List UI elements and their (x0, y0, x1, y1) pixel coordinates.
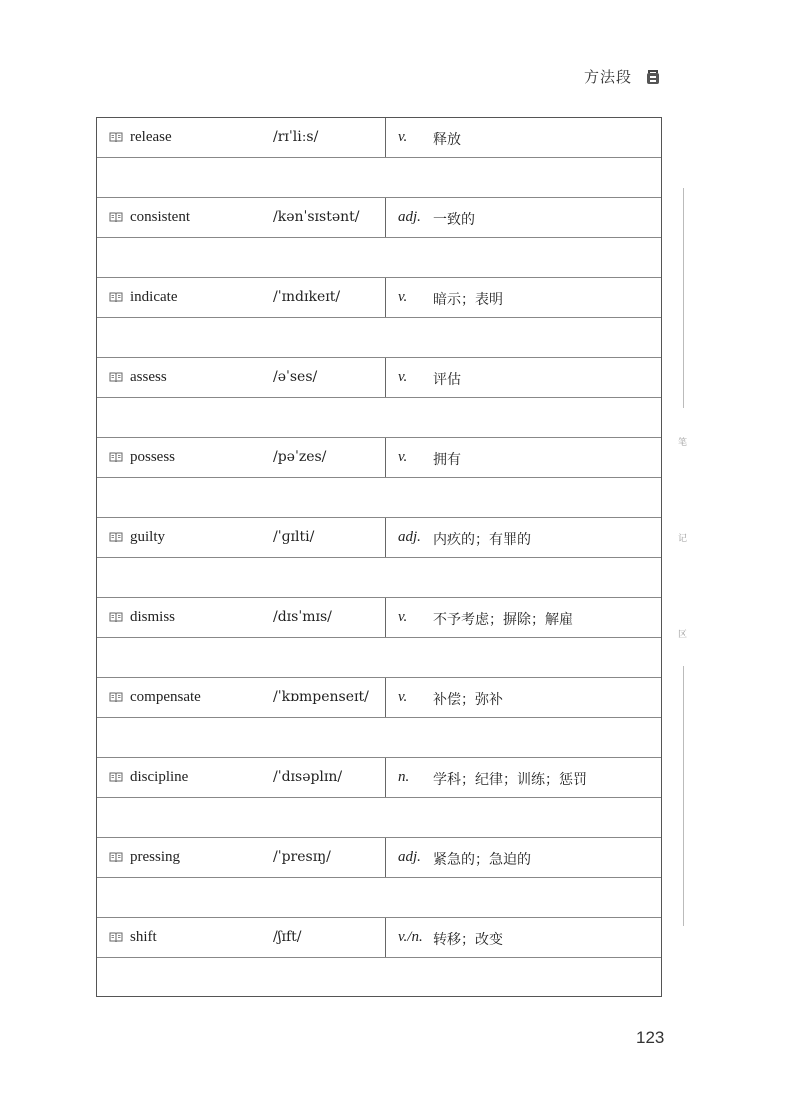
vocab-part-of-speech: v. (398, 609, 408, 625)
vocab-ipa: /pəˈzes/ (273, 449, 327, 465)
vocab-word: discipline (130, 769, 189, 785)
column-divider (385, 438, 386, 477)
vocab-part-of-speech: adj. (398, 849, 421, 865)
column-divider (385, 118, 386, 157)
note-row (97, 958, 661, 996)
vocab-meaning: 转移；改变 (433, 932, 503, 948)
vocab-row (97, 358, 661, 398)
vocab-word: possess (130, 449, 176, 465)
column-divider (385, 358, 386, 397)
book-icon (109, 852, 123, 863)
vocab-row (97, 518, 661, 558)
page-number: 123 (636, 1028, 665, 1047)
vocab-row (97, 918, 661, 958)
book-icon (109, 292, 123, 303)
vocab-meaning: 释放 (433, 132, 461, 148)
vocab-word: shift (130, 929, 157, 945)
column-divider (385, 518, 386, 557)
vocab-row (97, 598, 661, 638)
book-icon (109, 932, 123, 943)
column-divider (385, 198, 386, 237)
column-divider (385, 838, 386, 877)
vocab-part-of-speech: v. (398, 689, 408, 705)
vocab-row (97, 198, 661, 238)
vocab-word: consistent (130, 209, 190, 225)
note-row (97, 238, 661, 278)
vocab-ipa: /ˈɡɪlti/ (273, 529, 315, 545)
vocab-meaning: 拥有 (433, 452, 461, 468)
vocab-row (97, 278, 661, 318)
note-row (97, 158, 661, 198)
book-icon (109, 372, 123, 383)
column-divider (385, 918, 386, 957)
book-icon (109, 212, 123, 223)
book-icon (109, 692, 123, 703)
vocab-meaning: 不予考虑；摒除；解雇 (433, 612, 573, 628)
book-icon (109, 452, 123, 463)
book-icon (109, 772, 123, 783)
column-divider (385, 758, 386, 797)
vocab-word: assess (130, 369, 167, 385)
column-divider (385, 278, 386, 317)
vocab-meaning: 内疚的；有罪的 (433, 532, 531, 548)
vocab-part-of-speech: v./n. (398, 929, 423, 945)
vocab-ipa: /rɪˈliːs/ (273, 129, 319, 145)
note-row (97, 798, 661, 838)
vocab-ipa: /dɪsˈmɪs/ (273, 609, 332, 625)
note-row (97, 318, 661, 358)
vocab-part-of-speech: adj. (398, 209, 421, 225)
vocab-row (97, 438, 661, 478)
note-row (97, 398, 661, 438)
notes-margin-line-bottom (683, 666, 684, 926)
notes-margin-line-top (683, 188, 684, 408)
vocab-part-of-speech: v. (398, 289, 408, 305)
book-icon (109, 532, 123, 543)
vocab-ipa: /ʃɪft/ (273, 929, 302, 945)
vocab-row (97, 118, 661, 158)
section-title: 方法段 (584, 68, 633, 86)
note-row (97, 718, 661, 758)
vocab-part-of-speech: v. (398, 369, 408, 385)
notes-label-char-3: 区 (678, 630, 688, 640)
vocab-ipa: /kənˈsɪstənt/ (273, 209, 360, 225)
vocab-row (97, 758, 661, 798)
vocab-word: compensate (130, 689, 201, 705)
note-row (97, 878, 661, 918)
book-icon (109, 612, 123, 623)
vocab-word: indicate (130, 289, 178, 305)
vocab-row (97, 678, 661, 718)
gear-badge-icon (645, 68, 661, 86)
vocab-ipa: /əˈses/ (273, 369, 318, 385)
vocab-word: release (130, 129, 172, 145)
vocab-row (97, 838, 661, 878)
vocab-word: pressing (130, 849, 180, 865)
notes-label-char-1: 笔 (678, 438, 688, 448)
vocab-ipa: /ˈkɒmpenseɪt/ (273, 689, 369, 705)
book-icon (109, 132, 123, 143)
vocab-part-of-speech: adj. (398, 529, 421, 545)
vocab-meaning: 一致的 (433, 212, 475, 228)
column-divider (385, 598, 386, 637)
vocab-part-of-speech: n. (398, 769, 410, 785)
vocab-meaning: 学科；纪律；训练；惩罚 (433, 772, 587, 788)
note-row (97, 478, 661, 518)
vocab-part-of-speech: v. (398, 449, 408, 465)
note-row (97, 558, 661, 598)
vocab-ipa: /ˈpresɪŋ/ (273, 849, 331, 865)
note-row (97, 638, 661, 678)
vocabulary-table (96, 117, 662, 997)
vocab-meaning: 暗示；表明 (433, 292, 503, 308)
vocab-ipa: /ˈdɪsəplɪn/ (273, 769, 343, 785)
vocab-part-of-speech: v. (398, 129, 408, 145)
notes-label-char-2: 记 (678, 534, 688, 544)
vocab-word: dismiss (130, 609, 176, 625)
vocab-ipa: /ˈɪndɪkeɪt/ (273, 289, 341, 305)
vocab-word: guilty (130, 529, 166, 545)
vocab-meaning: 紧急的；急迫的 (433, 852, 531, 868)
column-divider (385, 678, 386, 717)
vocab-meaning: 补偿；弥补 (433, 692, 503, 708)
vocab-meaning: 评估 (433, 372, 461, 388)
